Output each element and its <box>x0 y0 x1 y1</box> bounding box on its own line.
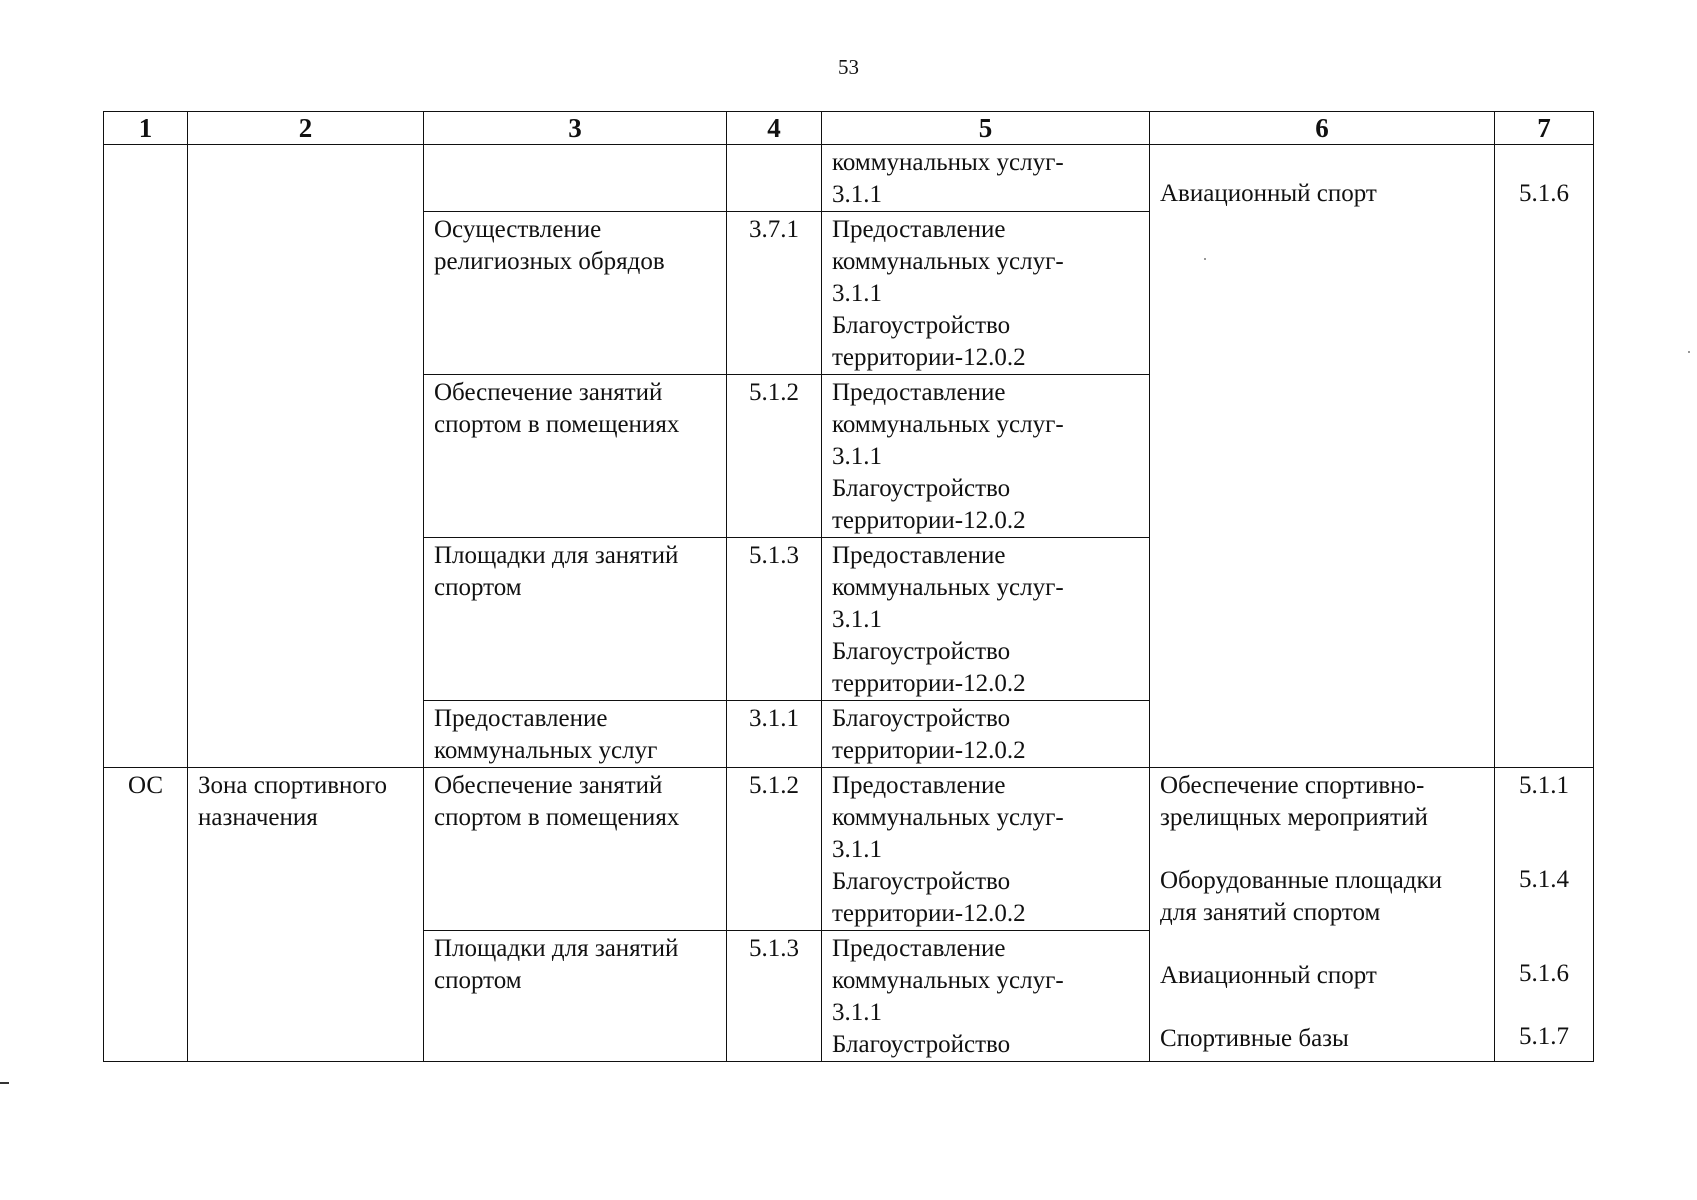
conditional-name: Спортивные базы <box>1160 1025 1349 1052</box>
use-cell: Площадки для занятий спортом <box>424 538 727 701</box>
header-col-6: 6 <box>1150 112 1495 145</box>
aux-line: 3.1.1 <box>832 181 882 208</box>
use-cell: Предоставление коммунальных услуг <box>424 701 727 768</box>
aux-cell <box>822 768 1150 931</box>
zone-code-cell: ОС <box>104 768 188 1062</box>
use-code-cell: 3.7.1 <box>727 212 822 375</box>
aux-line: Благоустройство <box>832 475 1011 502</box>
aux-line: коммунальных услуг- <box>832 967 1064 994</box>
aux-line: территории-12.0.2 <box>832 900 1026 927</box>
aux-line: территории-12.0.2 <box>832 670 1026 697</box>
aux-cell <box>822 538 1150 701</box>
conditional-name: Авиационный спорт <box>1160 180 1377 207</box>
conditional-cell <box>1150 145 1495 768</box>
aux-line: Предоставление <box>832 772 1006 799</box>
conditional-name: Авиационный спорт <box>1160 962 1377 989</box>
aux-line: коммунальных услуг- <box>832 804 1064 831</box>
aux-line: коммунальных услуг- <box>832 149 1064 176</box>
scan-edge-mark <box>0 1082 9 1084</box>
use-code-cell: 3.1.1 <box>727 701 822 768</box>
aux-line: коммунальных услуг- <box>832 411 1064 438</box>
aux-cell <box>822 212 1150 375</box>
aux-line: 3.1.1 <box>832 999 882 1026</box>
use-cell <box>424 145 727 212</box>
header-col-2: 2 <box>188 112 424 145</box>
use-code-cell <box>727 145 822 212</box>
scan-speck <box>1204 258 1206 260</box>
aux-line: 3.1.1 <box>832 836 882 863</box>
aux-line: коммунальных услуг- <box>832 574 1064 601</box>
use-cell: Осуществление религиозных обрядов <box>424 212 727 375</box>
aux-line: Благоустройство <box>832 705 1011 732</box>
use-cell: Обеспечение занятий спортом в помещениях <box>424 375 727 538</box>
header-col-1: 1 <box>104 112 188 145</box>
conditional-code: 5.1.4 <box>1519 866 1569 893</box>
use-code-cell: 5.1.3 <box>727 538 822 701</box>
aux-line: Благоустройство <box>832 312 1011 339</box>
conditional-code-cell <box>1495 145 1594 768</box>
aux-line: коммунальных услуг- <box>832 248 1064 275</box>
aux-line: Благоустройство <box>832 868 1011 895</box>
aux-cell <box>822 375 1150 538</box>
zone-code-cell <box>104 145 188 768</box>
conditional-cell <box>1150 768 1495 1062</box>
header-col-4: 4 <box>727 112 822 145</box>
aux-line: территории-12.0.2 <box>832 507 1026 534</box>
aux-cell <box>822 145 1150 212</box>
use-code-cell: 5.1.3 <box>727 931 822 1062</box>
aux-line: территории-12.0.2 <box>832 737 1026 764</box>
conditional-code: 5.1.6 <box>1519 960 1569 987</box>
aux-line: 3.1.1 <box>832 280 882 307</box>
conditional-name: Оборудованные площадки для занятий спортом <box>1160 867 1443 926</box>
conditional-code: 5.1.7 <box>1519 1023 1569 1050</box>
aux-line: 3.1.1 <box>832 443 882 470</box>
header-col-7: 7 <box>1495 112 1594 145</box>
conditional-code: 5.1.1 <box>1519 772 1569 799</box>
aux-line: Предоставление <box>832 542 1006 569</box>
header-col-3: 3 <box>424 112 727 145</box>
conditional-code: 5.1.6 <box>1519 180 1569 207</box>
aux-cell <box>822 931 1150 1062</box>
conditional-code-cell <box>1495 768 1594 1062</box>
header-col-5: 5 <box>822 112 1150 145</box>
conditional-name: Обеспечение спортивно-зрелищных мероприятий <box>1160 772 1428 831</box>
aux-line: Предоставление <box>832 216 1006 243</box>
aux-cell <box>822 701 1150 768</box>
aux-line: Предоставление <box>832 379 1006 406</box>
zoning-table <box>103 111 1594 1062</box>
zone-name-cell: Зона спортивного назначения <box>188 768 424 1062</box>
aux-line: Благоустройство <box>832 638 1011 665</box>
use-code-cell: 5.1.2 <box>727 375 822 538</box>
zone-name-cell <box>188 145 424 768</box>
table-row <box>104 768 1594 931</box>
use-cell: Площадки для занятий спортом <box>424 931 727 1062</box>
page-number: 53 <box>838 55 859 79</box>
table-row <box>104 145 1594 212</box>
use-cell: Обеспечение занятий спортом в помещениях <box>424 768 727 931</box>
aux-line: 3.1.1 <box>832 606 882 633</box>
aux-line: Предоставление <box>832 935 1006 962</box>
aux-line: Благоустройство <box>832 1031 1011 1058</box>
use-code-cell: 5.1.2 <box>727 768 822 931</box>
aux-line: территории-12.0.2 <box>832 344 1026 371</box>
header-row <box>104 112 1594 145</box>
scan-speck <box>1688 351 1690 353</box>
